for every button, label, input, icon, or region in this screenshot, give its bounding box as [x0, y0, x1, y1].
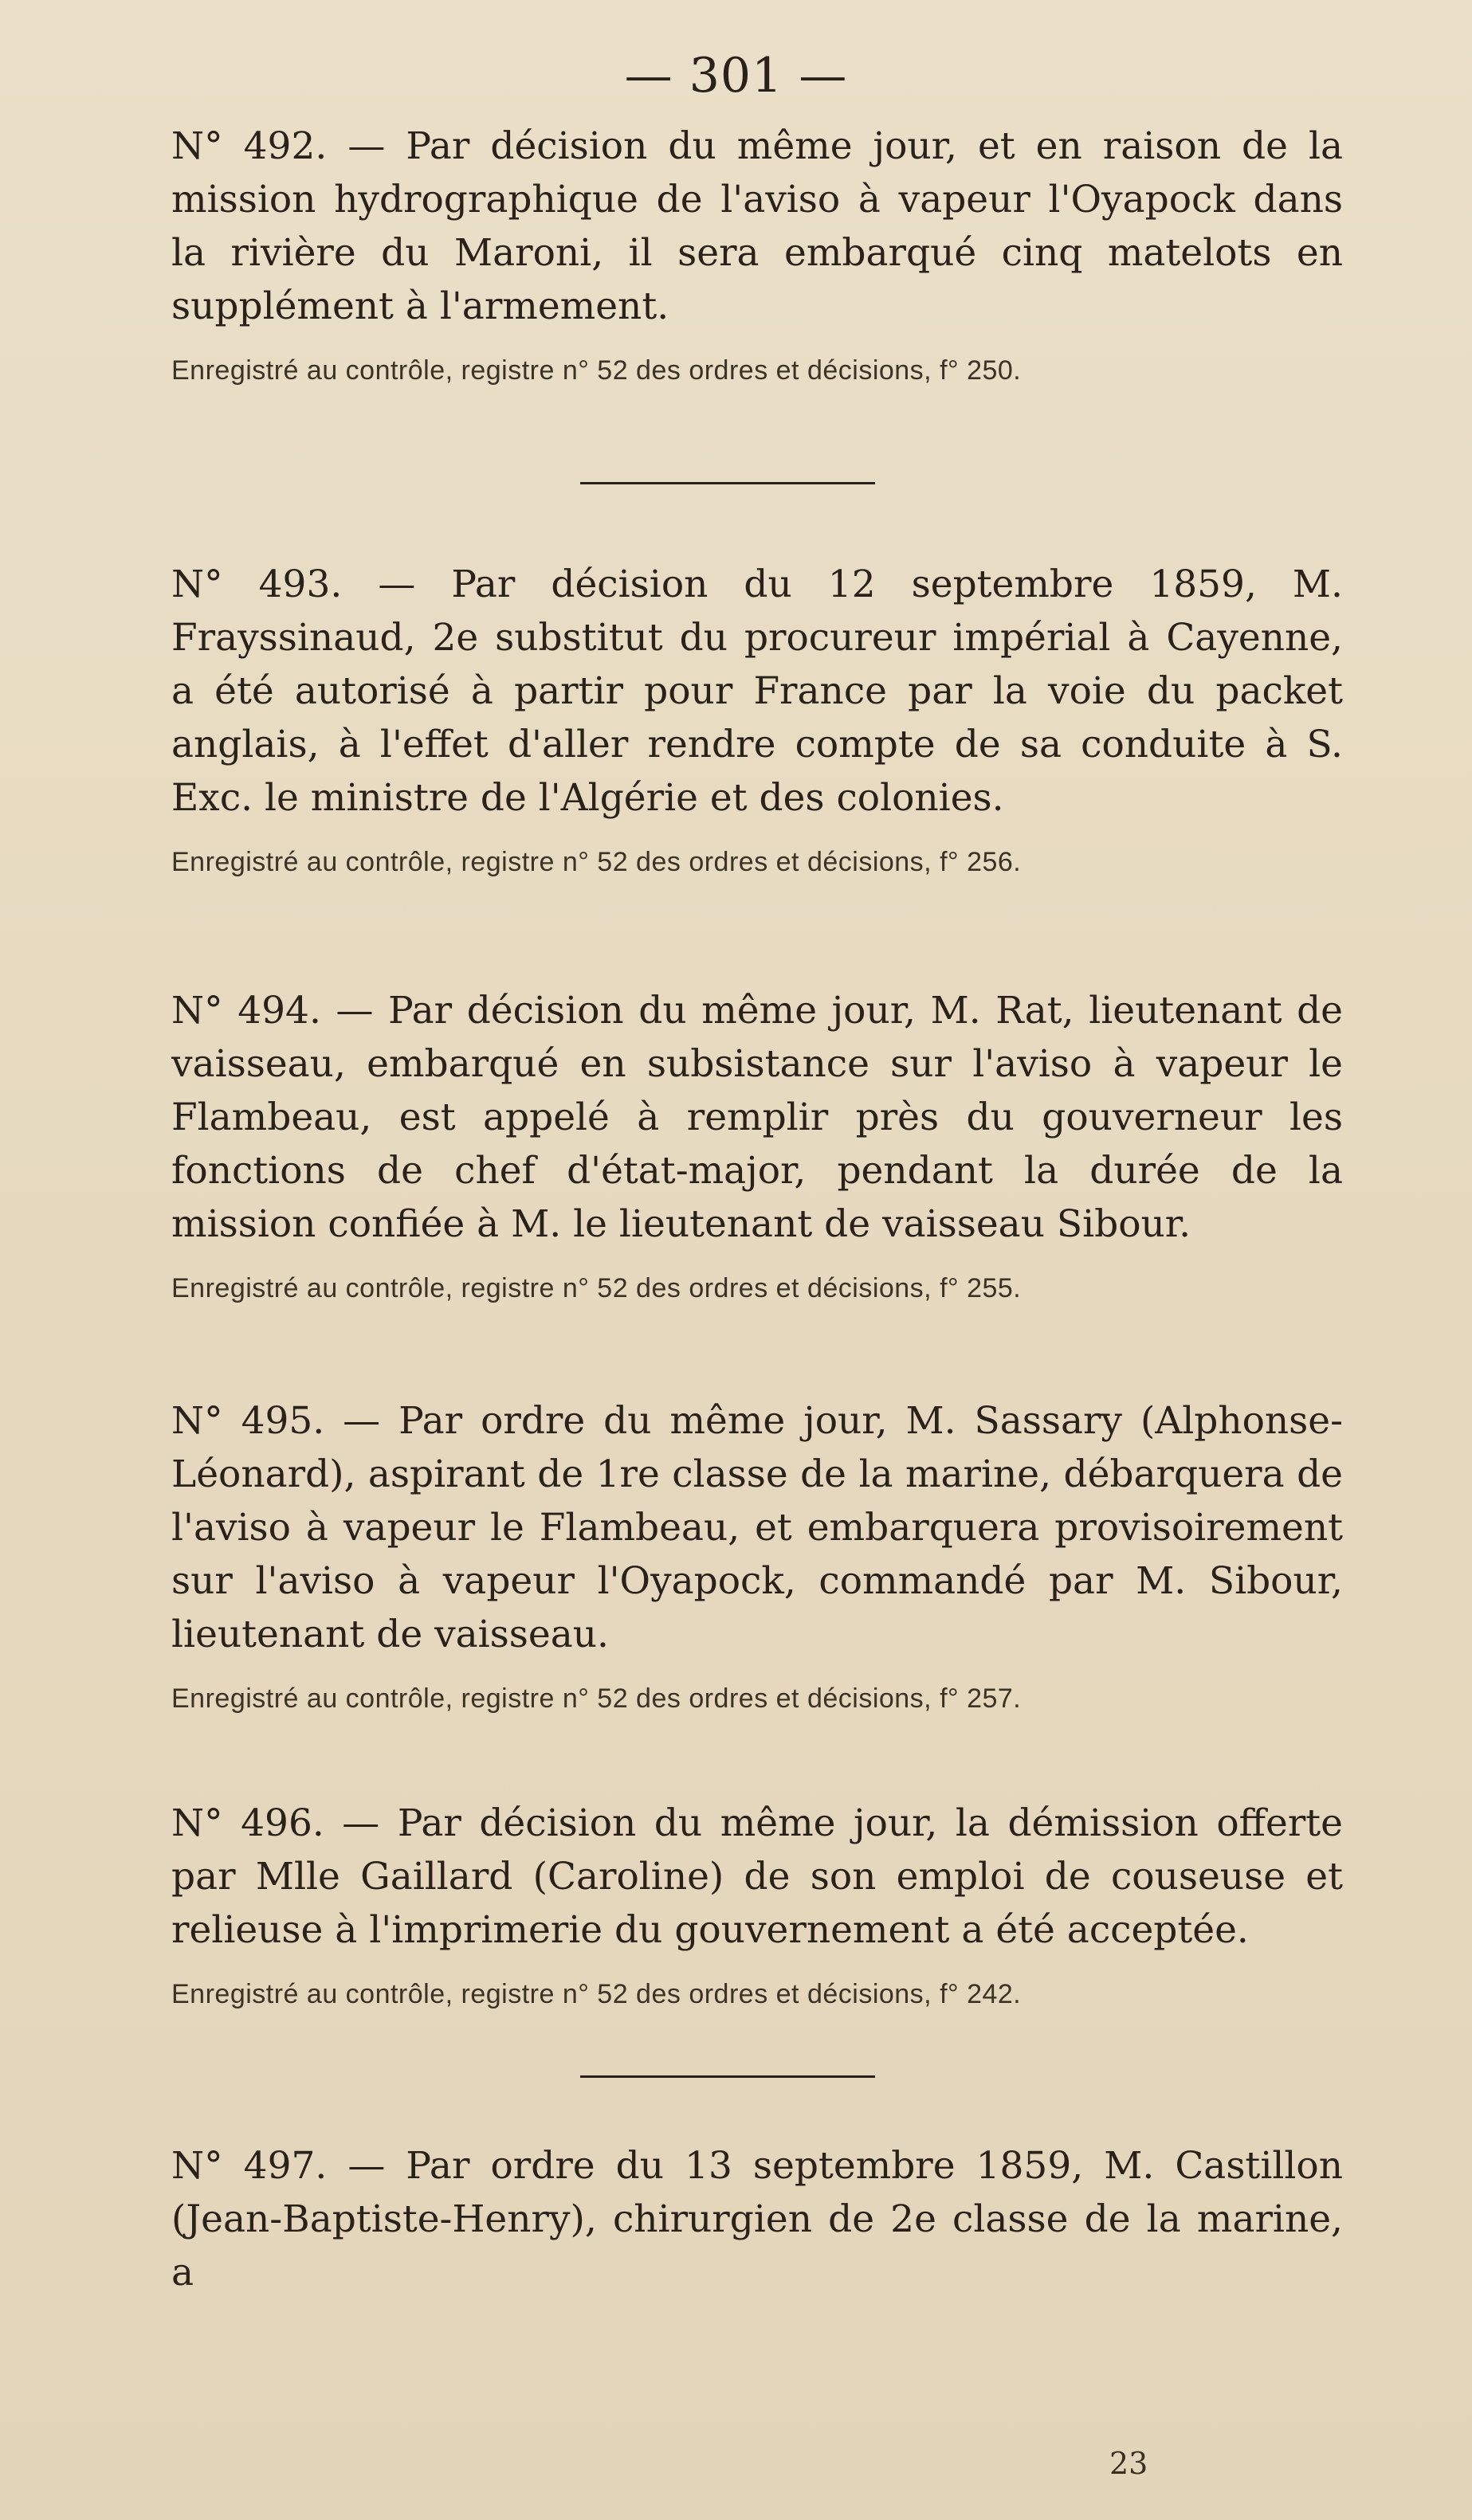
entry-493 — [171, 558, 1343, 878]
entry-text: N° 497. — Par ordre du 13 septembre 1859, M. Castillon (Jean-Baptiste-Henry), chirurgien de 2e classe de la marine, a — [171, 2144, 1343, 2295]
section-rule — [580, 2075, 875, 2078]
registry-note: Enregistré au contrôle, registre n° 52 des ordres et décisions, f° 242. — [171, 1979, 1022, 2009]
entry-497 — [171, 2139, 1343, 2299]
registry-note: Enregistré au contrôle, registre n° 52 des ordres et décisions, f° 255. — [171, 1273, 1022, 1303]
entry-text: N° 496. — Par décision du même jour, la démission offerte par Mlle Gaillard (Caroline) de son emploi de couseuse et relieuse à l'imprimerie du gouvernement a été acceptée. — [171, 1801, 1343, 1952]
entry-text: N° 492. — Par décision du même jour, et en raison de la mission hydrographique de l'aviso à vapeur l'Oyapock dans la rivière du Maroni, il sera embarqué cinq matelots en supplément à l'armement. — [171, 124, 1343, 328]
entry-496 — [171, 1797, 1343, 2010]
registry-note: Enregistré au contrôle, registre n° 52 des ordres et décisions, f° 256. — [171, 847, 1022, 877]
section-rule — [580, 482, 875, 484]
entry-text: N° 494. — Par décision du même jour, M. Rat, lieutenant de vaisseau, embarqué en subsistance sur l'aviso à vapeur le Flambeau, est appelé à remplir près du gouverneur les fonctions de chef d'état-major, pendant la durée de la mission confiée à M. le lieutenant de vaisseau Sibour. — [171, 989, 1343, 1246]
registry-note: Enregistré au contrôle, registre n° 52 des ordres et décisions, f° 257. — [171, 1683, 1022, 1714]
registry-note: Enregistré au contrôle, registre n° 52 des ordres et décisions, f° 250. — [171, 355, 1022, 386]
entry-text: N° 493. — Par décision du 12 septembre 1859, M. Frayssinaud, 2e substitut du procureur impérial à Cayenne, a été autorisé à partir pour France par la voie du packet anglais, à l'effet d'aller rendre compte de sa conduite à S. Exc. le ministre de l'Algérie et des colonies. — [171, 562, 1343, 820]
entry-495 — [171, 1394, 1343, 1715]
signature-mark: 23 — [1109, 2446, 1148, 2481]
page-number: — 301 — — [624, 48, 848, 104]
entry-494 — [171, 984, 1343, 1304]
entry-492 — [171, 120, 1343, 386]
entry-text: N° 495. — Par ordre du même jour, M. Sassary (Alphonse-Léonard), aspirant de 1re classe de la marine, débarquera de l'aviso à vapeur le Flambeau, et embarquera provisoirement sur l'aviso à vapeur l'Oyapock, commandé par M. Sibour, lieutenant de vaisseau. — [171, 1399, 1343, 1656]
